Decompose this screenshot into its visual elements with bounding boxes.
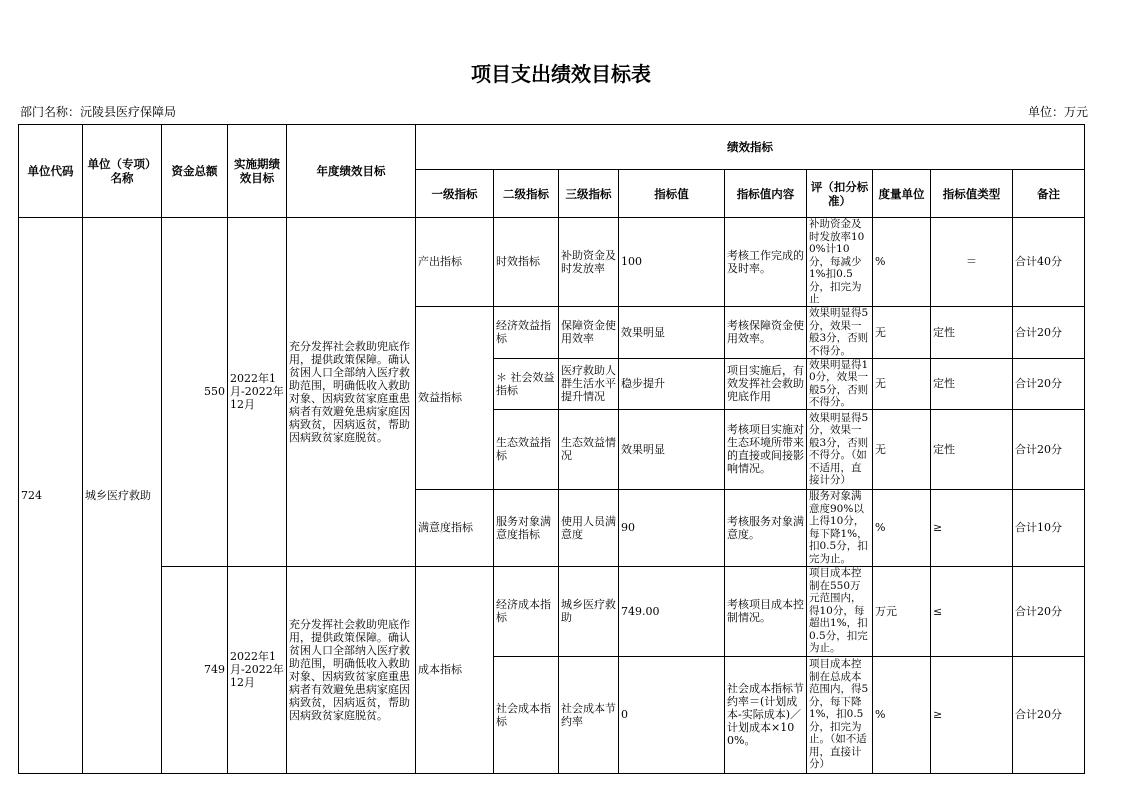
level2-cell: 经济效益指标 — [494, 306, 559, 358]
content-cell: 考核工作完成的及时率。 — [725, 218, 807, 307]
header-value: 指标值 — [619, 170, 725, 218]
unit-label: 单位：万元 — [1027, 105, 1088, 119]
annual-target-cell: 充分发挥社会救助兜底作用，提供政策保障。确认贫困人口全部纳入医疗救助范围，明确低收入救助对象、因病致贫家庭重患病者有效避免患病家庭因病致贫，因病返贫，帮助因病致贫家庭脱贫。 — [287, 566, 416, 773]
value-type-cell: ≥ — [931, 656, 1013, 773]
remark-cell: 合计20分 — [1013, 306, 1085, 358]
level2-cell: 生态效益指标 — [494, 409, 559, 489]
header-level2: 二级指标 — [494, 170, 559, 218]
level1-cell: 效益指标 — [416, 306, 494, 489]
remark-cell: 合计20分 — [1013, 656, 1085, 773]
scoring-cell: 服务对象满意度90%以上得10分，每下降1%，扣0.5分，扣完为止。 — [807, 489, 873, 566]
level2-cell: 社会成本指标 — [494, 656, 559, 773]
remark-cell: 合计20分 — [1013, 358, 1085, 409]
remark-cell: 合计10分 — [1013, 489, 1085, 566]
remark-cell: 合计20分 — [1013, 566, 1085, 656]
header-level1: 一级指标 — [416, 170, 494, 218]
measure-unit-cell: 无 — [873, 306, 931, 358]
level2-cell: 时效指标 — [494, 218, 559, 307]
header-total-funds: 资金总额 — [162, 125, 228, 218]
header-remarks: 备注 — [1013, 170, 1085, 218]
value-type-cell: 定性 — [931, 306, 1013, 358]
scoring-cell: 补助资金及时发放率100%计10分，每减少1%扣0.5分，扣完为止 — [807, 218, 873, 307]
value-type-cell: 定性 — [931, 358, 1013, 409]
content-cell: 考核项目实施对生态环境所带来的直接或间接影响情况。 — [725, 409, 807, 489]
total-funds-cell: 550 — [162, 218, 228, 567]
content-cell: 考核服务对象满意度。 — [725, 489, 807, 566]
header-scoring: 评（扣分标准） — [807, 170, 873, 218]
value-type-cell: ＝ — [931, 218, 1013, 307]
header-unit-name: 单位（专项）名称 — [83, 125, 162, 218]
header-indicators: 绩效指标 — [416, 125, 1085, 170]
header-unit-code: 单位代码 — [19, 125, 83, 218]
level2-cell: 服务对象满意度指标 — [494, 489, 559, 566]
measure-unit-cell: % — [873, 489, 931, 566]
level3-cell: 使用人员满意度 — [559, 489, 619, 566]
annual-target-cell: 充分发挥社会救助兜底作用，提供政策保障。确认贫困人口全部纳入医疗救助范围，明确低收入救助对象、因病致贫家庭重患病者有效避免患病家庭因病致贫，因病返贫，帮助因病致贫家庭脱贫。 — [287, 218, 416, 567]
header-measure-unit: 度量单位 — [873, 170, 931, 218]
performance-target-table — [18, 124, 1085, 774]
total-funds-cell: 749 — [162, 566, 228, 773]
level2-cell: 经济成本指标 — [494, 566, 559, 656]
remark-cell: 合计40分 — [1013, 218, 1085, 307]
header-annual-target: 年度绩效目标 — [287, 125, 416, 218]
level3-cell: 补助资金及时发放率 — [559, 218, 619, 307]
scoring-cell: 项目成本控制在550万元范围内，得10分，每超出1%，扣0.5分，扣完为止。 — [807, 566, 873, 656]
value-cell: 0 — [619, 656, 725, 773]
remark-cell: 合计20分 — [1013, 409, 1085, 489]
level1-cell: 满意度指标 — [416, 489, 494, 566]
header-level3: 三级指标 — [559, 170, 619, 218]
content-cell: 考核保障资金使用效率。 — [725, 306, 807, 358]
unit-name-cell: 城乡医疗救助 — [83, 218, 162, 774]
value-type-cell: ≥ — [931, 489, 1013, 566]
level3-cell: 保障资金使用效率 — [559, 306, 619, 358]
value-cell: 稳步提升 — [619, 358, 725, 409]
content-cell: 考核项目成本控制情况。 — [725, 566, 807, 656]
scoring-cell: 效果明显得5分，效果一般3分，否则不得分。（如不适用，直接计分） — [807, 409, 873, 489]
value-cell: 100 — [619, 218, 725, 307]
level3-cell: 社会成本节约率 — [559, 656, 619, 773]
header-value-type: 指标值类型 — [931, 170, 1013, 218]
scoring-cell: 项目成本控制在总成本范围内，得5分，每下降1%，扣0.5分，扣完为止。（如不适用，直接计分） — [807, 656, 873, 773]
level1-cell: 成本指标 — [416, 566, 494, 773]
content-cell: 项目实施后，有效发挥社会救助兜底作用 — [725, 358, 807, 409]
level2-cell: ＊ 社会效益指标 — [494, 358, 559, 409]
value-cell: 效果明显 — [619, 409, 725, 489]
value-type-cell: ≤ — [931, 566, 1013, 656]
content-cell: 社会成本指标节约率＝(计划成本-实际成本)／计划成本×100%。 — [725, 656, 807, 773]
level3-cell: 生态效益情况 — [559, 409, 619, 489]
measure-unit-cell: % — [873, 218, 931, 307]
page-title: 项目支出绩效目标表 — [471, 62, 651, 86]
value-type-cell: 定性 — [931, 409, 1013, 489]
table-row — [19, 218, 1085, 307]
level1-cell: 产出指标 — [416, 218, 494, 307]
period-target-cell: 2022年1月-2022年12月 — [228, 566, 287, 773]
measure-unit-cell: 万元 — [873, 566, 931, 656]
value-cell: 749.00 — [619, 566, 725, 656]
measure-unit-cell: 无 — [873, 358, 931, 409]
unit-code-cell: 724 — [19, 218, 83, 774]
table-row — [19, 566, 1085, 656]
level3-cell: 城乡医疗救助 — [559, 566, 619, 656]
scoring-cell: 效果明显得10分，效果一般5分，否则不得分。 — [807, 358, 873, 409]
period-target-cell: 2022年1月-2022年12月 — [228, 218, 287, 567]
value-cell: 90 — [619, 489, 725, 566]
measure-unit-cell: % — [873, 656, 931, 773]
level3-cell: 医疗救助人群生活水平提升情况 — [559, 358, 619, 409]
header-period-target: 实施期绩效目标 — [228, 125, 287, 218]
header-content: 指标值内容 — [725, 170, 807, 218]
scoring-cell: 效果明显得5分，效果一般3分，否则不得分。 — [807, 306, 873, 358]
measure-unit-cell: 无 — [873, 409, 931, 489]
value-cell: 效果明显 — [619, 306, 725, 358]
department-name: 部门名称：沅陵县医疗保障局 — [20, 105, 177, 119]
